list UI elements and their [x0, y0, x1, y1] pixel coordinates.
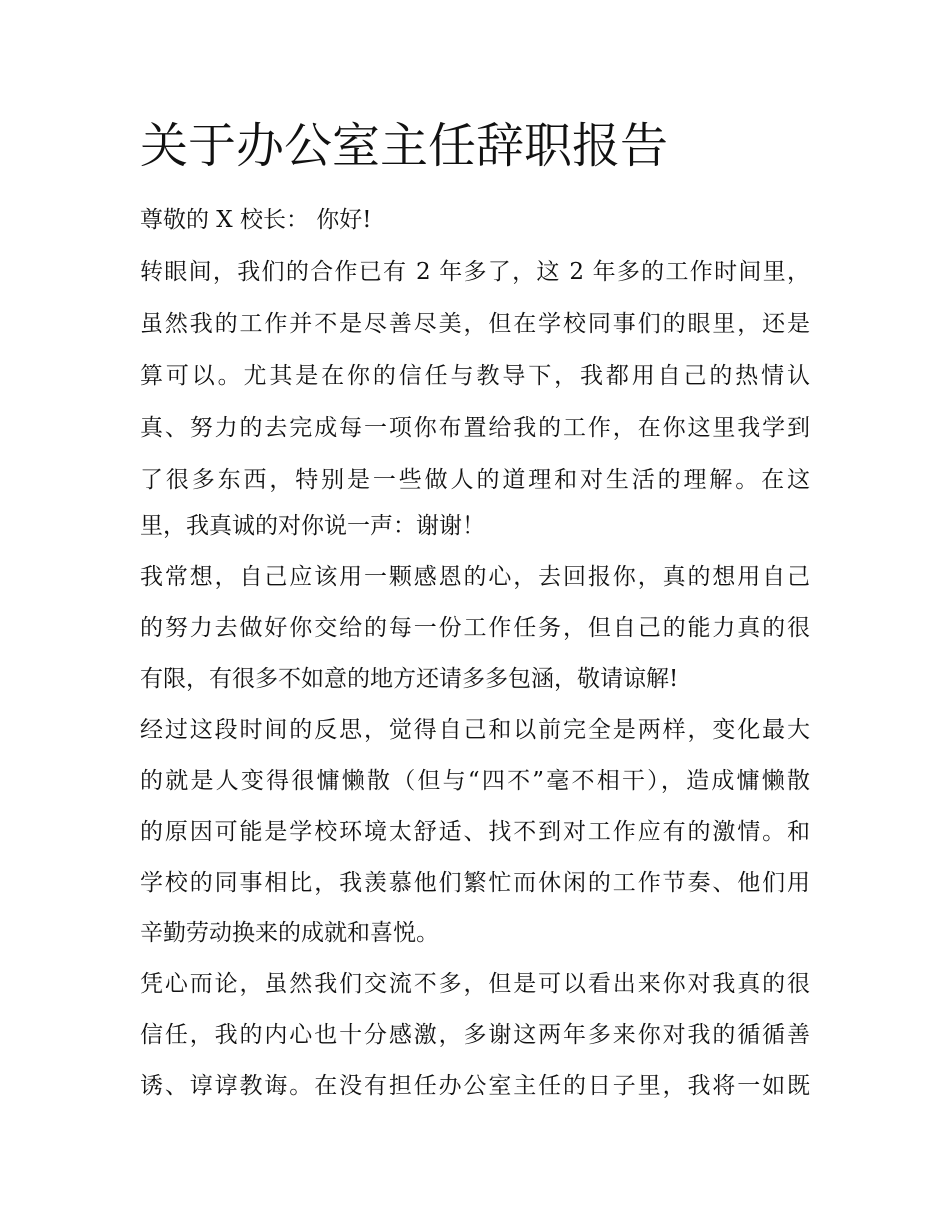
document-title: 关于办公室主任辞职报告: [140, 118, 669, 174]
body-line: 学校的同事相比，我羡慕他们繁忙而休闲的工作节奏、他们用: [140, 870, 810, 896]
body-line: 我常想，自己应该用一颗感恩的心，去回报你，真的想用自己: [140, 564, 810, 590]
body-line: 的就是人变得很慵懒散（但与“四不”毫不相干），造成慵懒散: [140, 768, 810, 794]
body-line: 经过这段时间的反思，觉得自己和以前完全是两样，变化最大: [140, 717, 810, 743]
body-line: 信任，我的内心也十分感激，多谢这两年多来你对我的循循善: [140, 1022, 810, 1048]
body-line: 了很多东西，特别是一些做人的道理和对生活的理解。在这: [140, 467, 810, 493]
body-line: 的原因可能是学校环境太舒适、找不到对工作应有的激情。和: [140, 819, 810, 845]
body-line: 算可以。尤其是在你的信任与教导下，我都用自己的热情认: [140, 363, 810, 389]
body-line: 虽然我的工作并不是尽善尽美，但在学校同事们的眼里，还是: [140, 311, 810, 337]
body-line-greeting: 尊敬的 X 校长： 你好!: [140, 207, 372, 233]
body-line: 诱、谆谆教诲。在没有担任办公室主任的日子里，我将一如既: [140, 1073, 810, 1099]
body-line: 辛勤劳动换来的成就和喜悦。: [140, 920, 439, 946]
body-line: 有限，有很多不如意的地方还请多多包涵，敬请谅解!: [140, 666, 679, 692]
body-line: 转眼间，我们的合作已有 2 年多了，这 2 年多的工作时间里，: [140, 259, 810, 285]
body-line: 的努力去做好你交给的每一份工作任务，但自己的能力真的很: [140, 615, 810, 641]
body-line: 真、努力的去完成每一项你布置给我的工作，在你这里我学到: [140, 415, 810, 441]
body-line: 凭心而论，虽然我们交流不多，但是可以看出来你对我真的很: [140, 971, 810, 997]
body-line: 里，我真诚的对你说一声：谢谢！: [140, 513, 485, 539]
